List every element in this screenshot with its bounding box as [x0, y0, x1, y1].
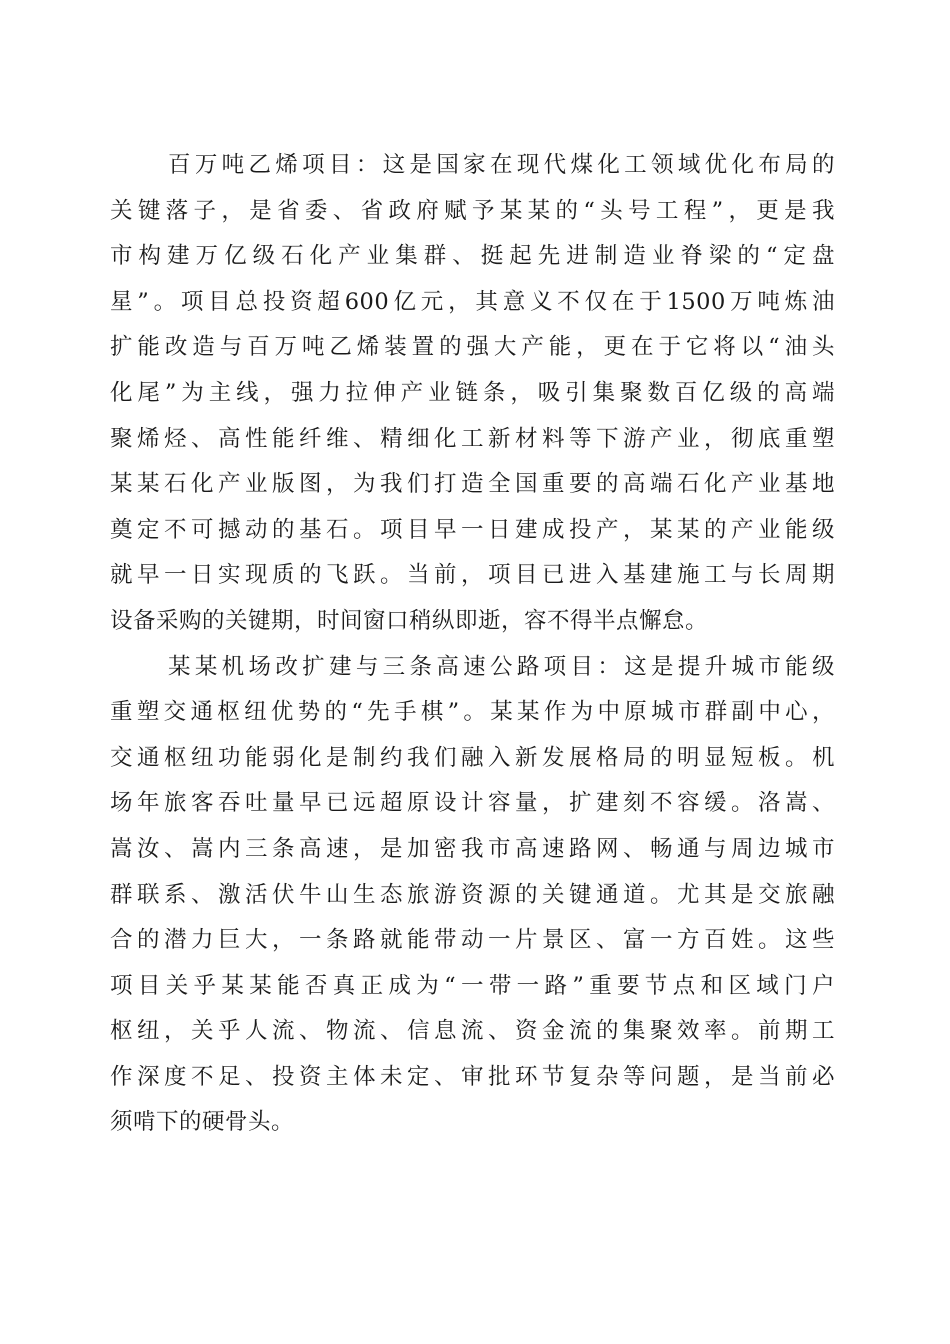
text-line: 合的潜力巨大，一条路就能带动一片景区、富一方百姓。这些	[110, 927, 835, 954]
text-line: 枢纽，关乎人流、物流、信息流、资金流的集聚效率。前期工	[110, 1018, 835, 1045]
text-line: 扩能改造与百万吨乙烯装置的强大产能，更在于它将以“油头	[110, 334, 835, 361]
text-line: 聚烯烃、高性能纤维、精细化工新材料等下游产业，彻底重塑	[110, 425, 835, 452]
text-line: 化尾”为主线，强力拉伸产业链条，吸引集聚数百亿级的高端	[110, 379, 835, 406]
text-line: 某某机场改扩建与三条高速公路项目：这是提升城市能级	[168, 653, 835, 680]
text-line: 设备采购的关键期，时间窗口稍纵即逝，容不得半点懈怠。	[110, 607, 709, 634]
text-line: 须啃下的硬骨头。	[110, 1109, 295, 1136]
text-line: 就早一日实现质的飞跃。当前，项目已进入基建施工与长周期	[110, 562, 835, 589]
paragraph-ethylene-project	[110, 143, 835, 645]
text-line: 嵩汝、嵩内三条高速，是加密我市高速路网、畅通与周边城市	[110, 835, 835, 862]
text-line: 项目关乎某某能否真正成为“一带一路”重要节点和区域门户	[110, 972, 835, 999]
text-line: 星”。项目总投资超600亿元，其意义不仅在于1500万吨炼油	[110, 288, 835, 315]
text-line: 交通枢纽功能弱化是制约我们融入新发展格局的明显短板。机	[110, 744, 835, 771]
text-line: 奠定不可撼动的基石。项目早一日建成投产，某某的产业能级	[110, 516, 835, 543]
text-line: 作深度不足、投资主体未定、审批环节复杂等问题，是当前必	[110, 1063, 835, 1090]
text-line: 重塑交通枢纽优势的“先手棋”。某某作为中原城市群副中心，	[110, 699, 835, 726]
text-line: 关键落子，是省委、省政府赋予某某的“头号工程”，更是我	[110, 197, 835, 224]
document-body	[110, 143, 835, 1146]
text-line: 场年旅客吞吐量早已远超原设计容量，扩建刻不容缓。洛嵩、	[110, 790, 835, 817]
text-line: 某某石化产业版图，为我们打造全国重要的高端石化产业基地	[110, 471, 835, 498]
text-line: 百万吨乙烯项目：这是国家在现代煤化工领域优化布局的	[168, 152, 835, 178]
paragraph-airport-highway-project	[110, 645, 835, 1147]
text-line: 群联系、激活伏牛山生态旅游资源的关键通道。尤其是交旅融	[110, 881, 835, 908]
text-line: 市构建万亿级石化产业集群、挺起先进制造业脊梁的“定盘	[110, 243, 835, 270]
